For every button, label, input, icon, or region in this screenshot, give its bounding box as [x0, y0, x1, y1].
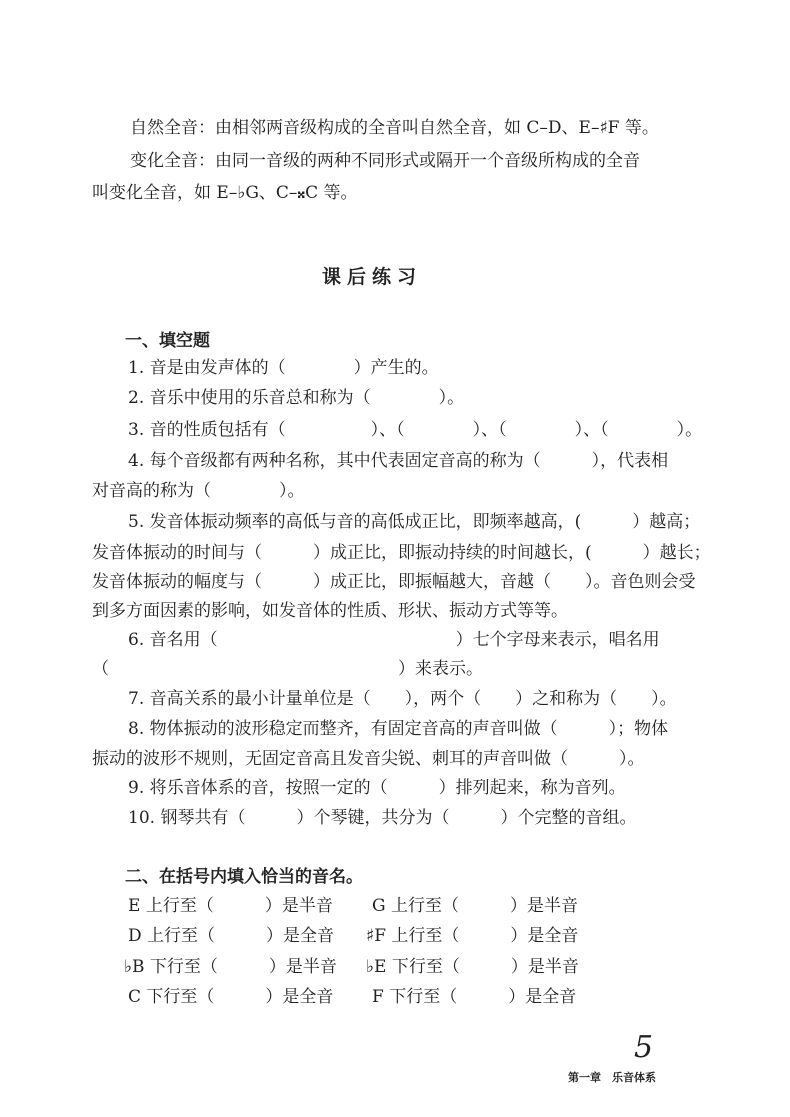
interval-right: G 上行至（ ）是半音	[372, 896, 578, 916]
exercise-line: （ ）来表示。	[92, 659, 483, 679]
exercise-line: 到多方面因素的影响，如发音体的性质、形状、振动方式等等。	[92, 601, 568, 621]
exercise-line: 6. 音名用（ ）七个字母来表示，唱名用	[128, 630, 660, 650]
exercise-line: 发音体振动的幅度与（ ）成正比，即振幅越大，音越（ ）。音色则会受	[92, 572, 696, 592]
intro-line-1: 自然全音：由相邻两音级构成的全音叫自然全音，如 C–D、E–♯F 等。	[130, 118, 659, 138]
exercise-line: 5. 发音体振动频率的高低与音的高低成正比，即频率越高，( ）越高；	[128, 512, 701, 532]
page-title: 课后练习	[322, 266, 423, 288]
exercise-line: 发音体振动的时间与（ ）成正比，即振动持续的时间越长，( ）越长；	[92, 543, 711, 563]
exercise-line: 对音高的称为（ ）。	[92, 481, 305, 501]
exercise-line: 3. 音的性质包括有（ ）、（ ）、（ ）、（ ）。	[128, 420, 703, 440]
exercise-line: 9. 将乐音体系的音，按照一定的（ ）排列起来，称为音列。	[128, 778, 626, 798]
interval-left: C 下行至（ ）是全音	[128, 987, 334, 1007]
intro-line-3: 叫变化全音，如 E–♭G、C–𝄪C 等。	[92, 183, 358, 203]
section-2-heading: 二、在括号内填入恰当的音名。	[125, 867, 363, 887]
interval-right: ♭E 下行至（ ）是半音	[366, 957, 579, 977]
chapter-footer: 第一章 乐音体系	[568, 1071, 656, 1084]
intro-line-2: 变化全音：由同一音级的两种不同形式或隔开一个音级所构成的全音	[130, 151, 640, 171]
exercise-line: 振动的波形不规则，无固定音高且发音尖锐、刺耳的声音叫做（ ）。	[92, 749, 645, 769]
exercise-line: 1. 音是由发声体的（ ）产生的。	[128, 358, 439, 378]
section-1-heading: 一、填空题	[125, 331, 210, 351]
interval-left: D 上行至（ ）是全音	[128, 926, 335, 946]
exercise-line: 10. 钢琴共有（ ）个琴键，共分为（ ）个完整的音组。	[128, 808, 637, 828]
exercise-line: 8. 物体振动的波形稳定而整齐，有固定音高的声音叫做（ ）；物体	[128, 719, 669, 739]
interval-right: F 下行至（ ）是全音	[372, 987, 577, 1007]
interval-left: ♭B 下行至（ ）是半音	[124, 957, 337, 977]
interval-right: ♯F 上行至（ ）是全音	[366, 926, 579, 946]
exercise-line: 2. 音乐中使用的乐音总和称为（ ）。	[128, 388, 465, 408]
page-number: 5	[634, 1030, 654, 1065]
interval-left: E 上行至（ ）是半音	[128, 896, 333, 916]
exercise-line: 7. 音高关系的最小计量单位是（ ），两个（ ）之和称为（ ）。	[128, 689, 677, 709]
exercise-line: 4. 每个音级都有两种名称，其中代表固定音高的称为（ ），代表相	[128, 451, 669, 471]
